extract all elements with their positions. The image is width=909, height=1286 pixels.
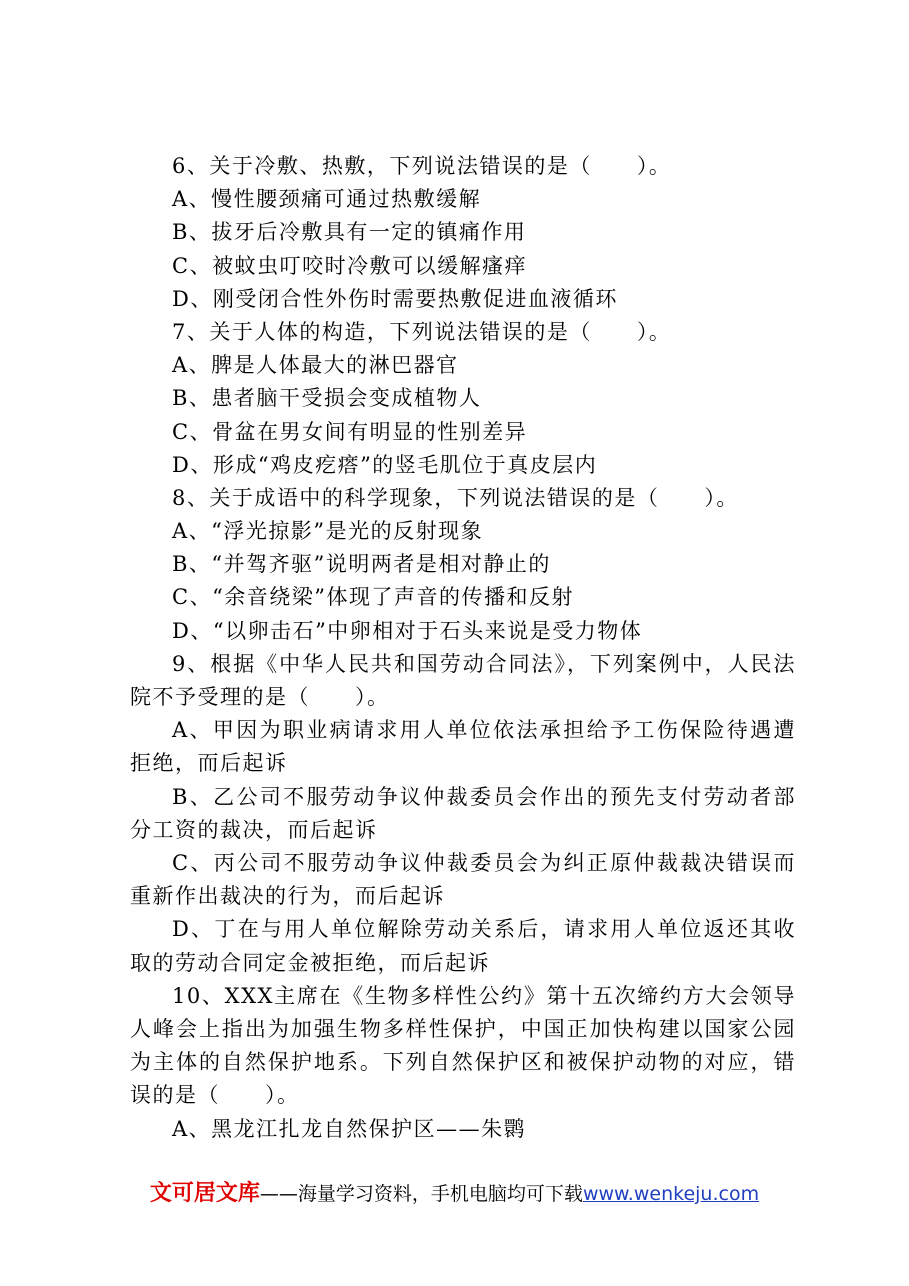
question-9-option-a: A、甲因为职业病请求用人单位依法承担给予工伤保险待遇遭拒绝，而后起诉 — [130, 718, 796, 776]
question-10-stem: 10、XXX主席在《生物多样性公约》第十五次缔约方大会领导人峰会上指出为加强生物多样性保护，中国正加快构建以国家公园为主体的自然保护地系。下列自然保护区和被保护动物的对应，错误的是（ ）。 — [130, 983, 796, 1108]
question-6-option-a: A、慢性腰颈痛可通过热敷缓解 — [172, 187, 482, 212]
footer-brand: 文可居文库 — [149, 1181, 260, 1206]
question-8-stem: 8、关于成语中的科学现象，下列说法错误的是（ ）。 — [172, 485, 739, 510]
question-9-option-c: C、丙公司不服劳动争议仲裁委员会为纠正原仲裁裁决错误而重新作出裁决的行为，而后起诉 — [130, 851, 796, 909]
question-6-option-b: B、拔牙后冷敷具有一定的镇痛作用 — [172, 220, 527, 245]
question-9-stem: 9、根据《中华人民共和国劳动合同法》，下列案例中，人民法院不予受理的是（ ）。 — [130, 651, 796, 710]
question-7-stem: 7、关于人体的构造，下列说法错误的是（ ）。 — [172, 319, 672, 344]
footer-link[interactable]: www.wenkeju.com — [582, 1183, 760, 1205]
question-6-option-c: C、被蚊虫叮咬时冷敷可以缓解瘙痒 — [172, 253, 528, 278]
question-8-option-c: C、“余音绕梁”体现了声音的传播和反射 — [172, 585, 575, 610]
question-6-option-d: D、刚受闭合性外伤时需要热敷促进血液循环 — [172, 286, 618, 311]
question-6-stem: 6、关于冷敷、热敷，下列说法错误的是（ ）。 — [172, 154, 672, 178]
question-7-option-b: B、患者脑干受损会变成植物人 — [172, 386, 482, 411]
footer-banner — [0, 1176, 909, 1207]
footer-tagline: ——海量学习资料，手机电脑均可下载 — [259, 1183, 583, 1205]
question-list — [130, 150, 796, 1146]
question-8-option-b: B、“并驾齐驱”说明两者是相对静止的 — [172, 552, 551, 577]
question-9-option-d: D、丁在与用人单位解除劳动关系后，请求用人单位返还其收取的劳动合同定金被拒绝，而后起诉 — [130, 917, 796, 975]
question-8-option-a: A、“浮光掠影”是光的反射现象 — [172, 519, 484, 544]
question-8-option-d: D、“以卵击石”中卵相对于石头来说是受力物体 — [172, 618, 643, 643]
question-10-option-a: A、黑龙江扎龙自然保护区——朱鹮 — [172, 1116, 527, 1141]
question-7-option-a: A、脾是人体最大的淋巴器官 — [172, 353, 459, 378]
question-7-option-d: D、形成“鸡皮疙瘩”的竖毛肌位于真皮层内 — [172, 452, 598, 477]
question-9-option-b: B、乙公司不服劳动争议仲裁委员会作出的预先支付劳动者部分工资的裁决，而后起诉 — [130, 784, 796, 842]
question-7-option-c: C、骨盆在男女间有明显的性别差异 — [172, 419, 528, 444]
